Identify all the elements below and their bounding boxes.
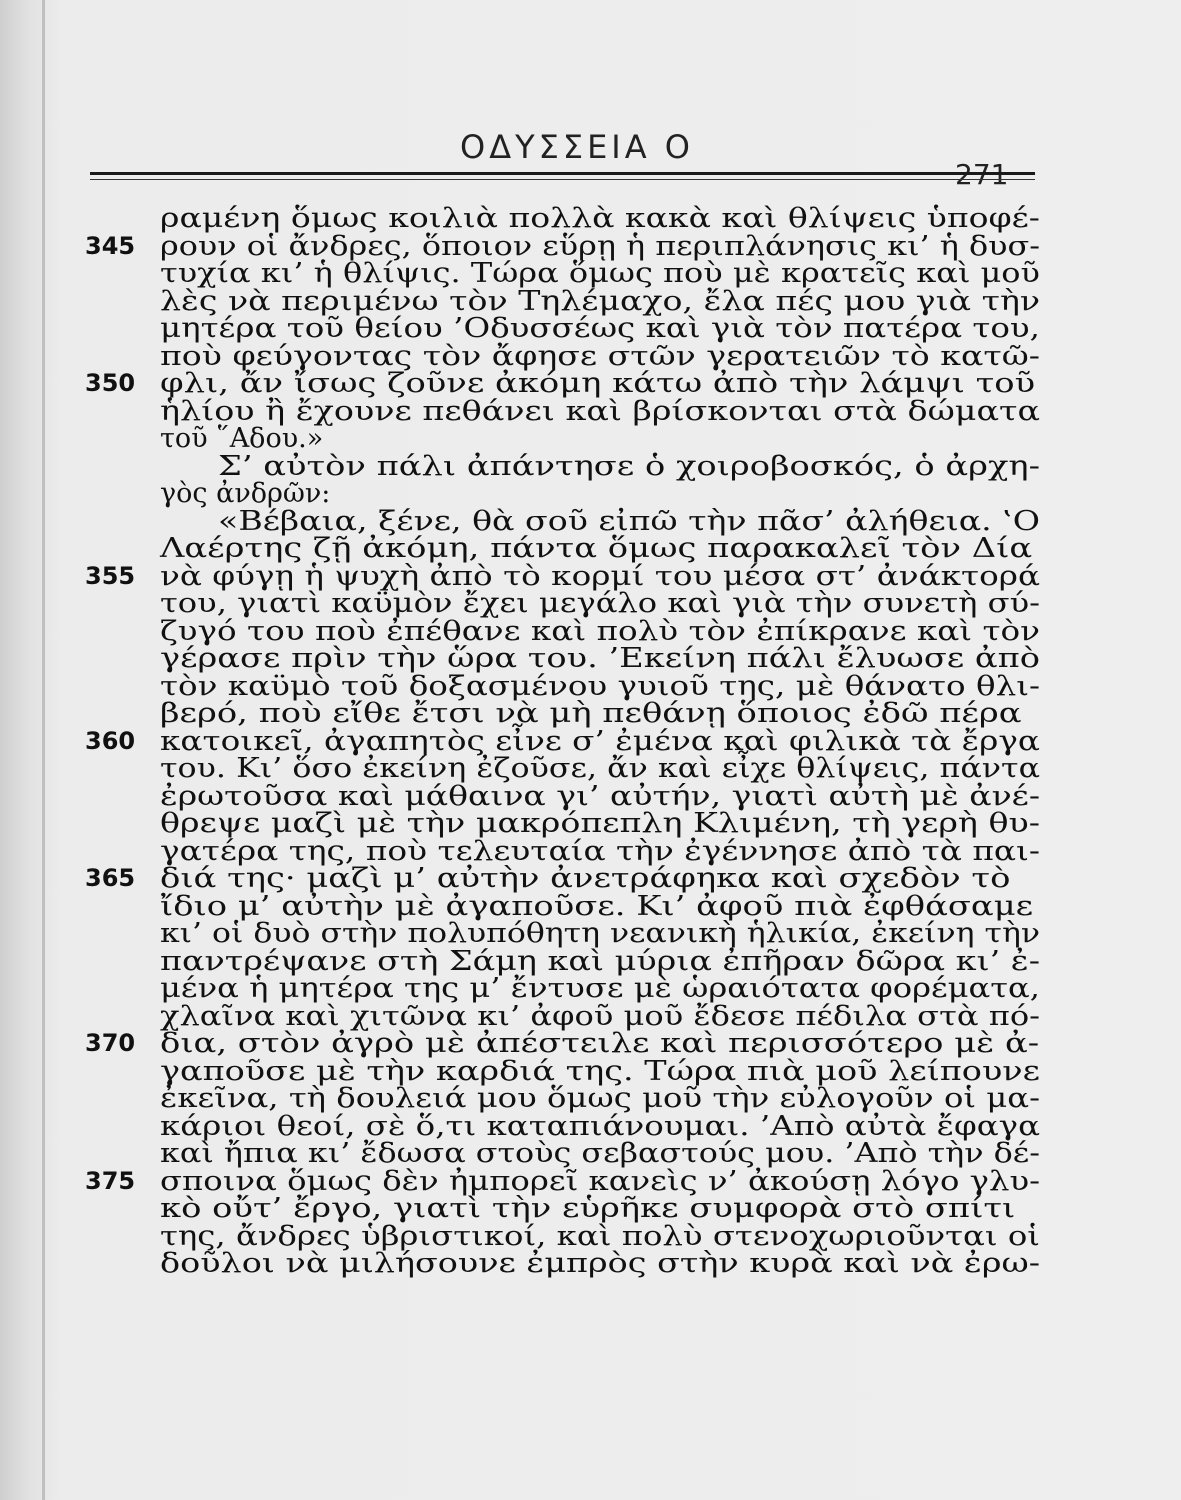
verse-line-number: 350 <box>85 369 136 397</box>
line-text: διά της· μαζὶ μ’ αὐτὴν ἀνετράφηκα καὶ σχεδὸν τὸ <box>160 863 1011 894</box>
verse-line-number: 345 <box>85 231 136 260</box>
line-text: ἐκεῖνα, τὴ δουλειά μου ὅμως μοῦ τὴν εὐλογοῦν οἱ μα- <box>160 1083 1040 1114</box>
text-line <box>160 1195 1040 1223</box>
verse-line-number: 375 <box>85 1166 136 1195</box>
text-line <box>160 920 1040 948</box>
text-line <box>85 230 1040 262</box>
text-line <box>160 1220 1040 1252</box>
running-title: ΟΔΥΣΣΕΙΑ Ο <box>460 128 694 166</box>
line-text: σποινα ὅμως δὲν ἠμπορεῖ κανεὶς ν’ ἀκούσῃ λόγο γλυ- <box>160 1165 1040 1197</box>
verse-line-number: 355 <box>85 561 136 590</box>
text-line <box>85 368 1040 399</box>
verse-line-number: 360 <box>85 726 136 755</box>
line-text: του, γιατὶ καϋμὸν ἔχει μεγάλο καὶ γιὰ τὴν συνετὴ σύ- <box>160 588 1040 619</box>
line-text: καὶ ἤπια κι’ ἔδωσα στοὺς σεβαστούς μου. ’Απὸ τὴν δέ- <box>160 1138 1040 1169</box>
line-text: ρουν οἱ ἄνδρες, ὅποιον εὕρῃ ἡ περιπλάνησις κι’ ἡ δυσ- <box>160 230 1040 262</box>
line-text: μητέρα τοῦ θείου ’Οδυσσέως καὶ γιὰ τὸν πατέρα του, <box>160 313 1040 344</box>
binding-edge <box>42 0 45 1500</box>
text-line <box>160 340 1040 372</box>
line-text: ἐρωτοῦσα καὶ μάθαινα γι’ αὐτήν, γιατὶ αὐτὴ μὲ ἀνέ- <box>160 780 1040 812</box>
line-text: ἡλίου ἢ ἔχουνε πεθάνει καὶ βρίσκονται στὰ δώματα <box>160 395 1040 427</box>
text-line <box>160 535 1040 563</box>
line-text: χλαῖνα καὶ χιτῶνα κι’ ἀφοῦ μοῦ ἔδεσε πέδιλα στὰ πό- <box>160 1000 1040 1032</box>
text-line <box>160 1000 1040 1032</box>
line-text: κάριοι θεοί, σὲ ὅ,τι καταπιάνουμαι. ’Απὸ αὐτὰ ἔφαγα <box>160 1110 1040 1142</box>
text-line <box>160 1085 1040 1113</box>
line-text: γέρασε πρὶν τὴν ὥρα του. ’Εκείνη πάλι ἔλυωσε ἀπὸ <box>160 643 1040 674</box>
line-text: κι’ οἱ δυὸ στὴν πολυπόθητη νεανικὴ ἡλικία, ἐκείνη τὴν <box>160 918 1040 949</box>
text-line <box>160 480 1040 508</box>
text-line <box>85 863 1040 894</box>
text-line <box>85 1165 1040 1197</box>
text-line <box>85 560 1040 592</box>
line-text: δοῦλοι νὰ μιλήσουνε ἐμπρὸς στὴν κυρὰ καὶ νὰ ἐρω- <box>160 1248 1040 1279</box>
text-line <box>160 975 1040 1003</box>
line-text: του. Κι’ ὅσο ἐκείνη ἐζοῦσε, ἄν καὶ εἶχε θλίψεις, πάντα <box>160 753 1040 784</box>
verse-line-number: 370 <box>85 1029 136 1057</box>
line-text: γαποῦσε μὲ τὴν καρδιά της. Τώρα πιὰ μοῦ λείπουνε <box>160 1055 1040 1087</box>
line-text: Σ’ αὐτὸν πάλι ἀπάντησε ὁ χοιροβοσκός, ὁ ἀρχη- <box>218 450 1040 482</box>
text-line <box>160 835 1040 867</box>
line-text: γατέρα της, ποὺ τελευταία τὴν ἐγέννησε ἀπὸ τὰ παι- <box>160 835 1040 867</box>
running-header <box>90 128 1090 178</box>
text-line <box>160 285 1040 317</box>
line-text: μένα ἡ μητέρα της μ’ ἔντυσε μὲ ὡραιότατα φορέματα, <box>160 973 1040 1004</box>
line-text: φλι, ἄν ἴσως ζοῦνε ἀκόμη κάτω ἀπὸ τὴν λάμψι τοῦ <box>160 368 1036 399</box>
text-line <box>160 700 1040 728</box>
text-line <box>160 755 1040 783</box>
text-line <box>160 615 1040 647</box>
text-line <box>160 450 1040 482</box>
line-text: κὸ οὔτ’ ἔργο, γιατὶ τὴν εὑρῆκε συμφορὰ στὸ σπίτι <box>160 1193 1016 1224</box>
line-text: νὰ φύγῃ ἡ ψυχὴ ἀπὸ τὸ κορμί του μέσα στ’ ἀνάκτορά <box>160 560 1040 592</box>
header-rule-thin <box>90 179 1035 180</box>
text-line <box>85 725 1040 757</box>
line-text: γὸς ἀνδρῶν: <box>160 478 331 509</box>
text-line <box>85 1028 1040 1059</box>
text-line <box>160 780 1040 812</box>
line-text: δια, στὸν ἀγρὸ μὲ ἀπέστειλε καὶ περισσότερο μὲ ἀ- <box>160 1028 1040 1059</box>
text-line <box>160 1140 1040 1168</box>
text-line <box>160 945 1040 977</box>
text-line <box>160 395 1040 427</box>
text-line <box>160 890 1040 922</box>
text-line <box>160 645 1040 673</box>
line-text: θρεψε μαζὶ μὲ τὴν μακρόπεπλη Κλιμένη, τὴ γερὴ θυ- <box>160 808 1040 839</box>
line-text: τοῦ ῞Αδου.» <box>160 423 324 454</box>
line-text: τυχία κι’ ἡ θλίψις. Τώρα ὅμως ποὺ μὲ κρατεῖς καὶ μοῦ <box>160 258 1040 289</box>
line-text: κατοικεῖ, ἀγαπητὸς εἶνε σ’ ἐμένα καὶ φιλικὰ τὰ ἔργα <box>160 725 1040 757</box>
text-line <box>160 810 1040 838</box>
text-line <box>160 505 1040 537</box>
text-line <box>160 260 1040 288</box>
line-text: βερό, ποὺ εἴθε ἔτσι νὰ μὴ πεθάνῃ ὅποιος ἐδῶ πέρα <box>160 698 1022 729</box>
text-line <box>160 205 1040 233</box>
body-text <box>85 203 1040 1279</box>
line-text: ζυγό του ποὺ ἐπέθανε καὶ πολὺ τὸν ἐπίκρανε καὶ τὸν <box>160 615 1040 647</box>
line-text: της, ἄνδρες ὑβριστικοί, καὶ πολὺ στενοχωριοῦνται οἱ <box>160 1220 1040 1252</box>
text-line <box>160 1055 1040 1087</box>
text-line <box>160 590 1040 618</box>
text-line <box>160 1250 1040 1278</box>
line-text: παντρέψανε στὴ Σάμη καὶ μύρια ἐπῆραν δῶρα κι’ ἐ- <box>160 945 1040 977</box>
text-line <box>160 425 1040 453</box>
line-text: ἴδιο μ’ αὐτὴν μὲ ἀγαποῦσε. Κι’ ἀφοῦ πιὰ ἐφθάσαμε <box>160 890 1034 922</box>
line-text: Λαέρτης ζῇ ἀκόμη, πάντα ὅμως παρακαλεῖ τὸν Δία <box>160 533 1033 564</box>
text-line <box>160 315 1040 343</box>
verse-line-number: 365 <box>85 864 136 892</box>
line-text: «Βέβαια, ξένε, θὰ σοῦ εἰπῶ τὴν πᾶσ’ ἀλήθεια. ‛Ο <box>218 505 1040 537</box>
text-line <box>160 1110 1040 1142</box>
line-text: ραμένη ὅμως κοιλιὰ πολλὰ κακὰ καὶ θλίψεις ὑποφέ- <box>160 203 1040 234</box>
header-rule <box>90 172 1035 175</box>
text-line <box>160 670 1040 702</box>
line-text: λὲς νὰ περιμένω τὸν Τηλέμαχο, ἔλα πές μου γιὰ τὴν <box>160 285 1040 317</box>
line-text: ποὺ φεύγοντας τὸν ἄφησε στῶν γερατειῶν τὸ κατῶ- <box>160 340 1040 372</box>
line-text: τὸν καϋμὸ τοῦ δοξασμένου γυιοῦ της, μὲ θάνατο θλι- <box>160 670 1040 702</box>
